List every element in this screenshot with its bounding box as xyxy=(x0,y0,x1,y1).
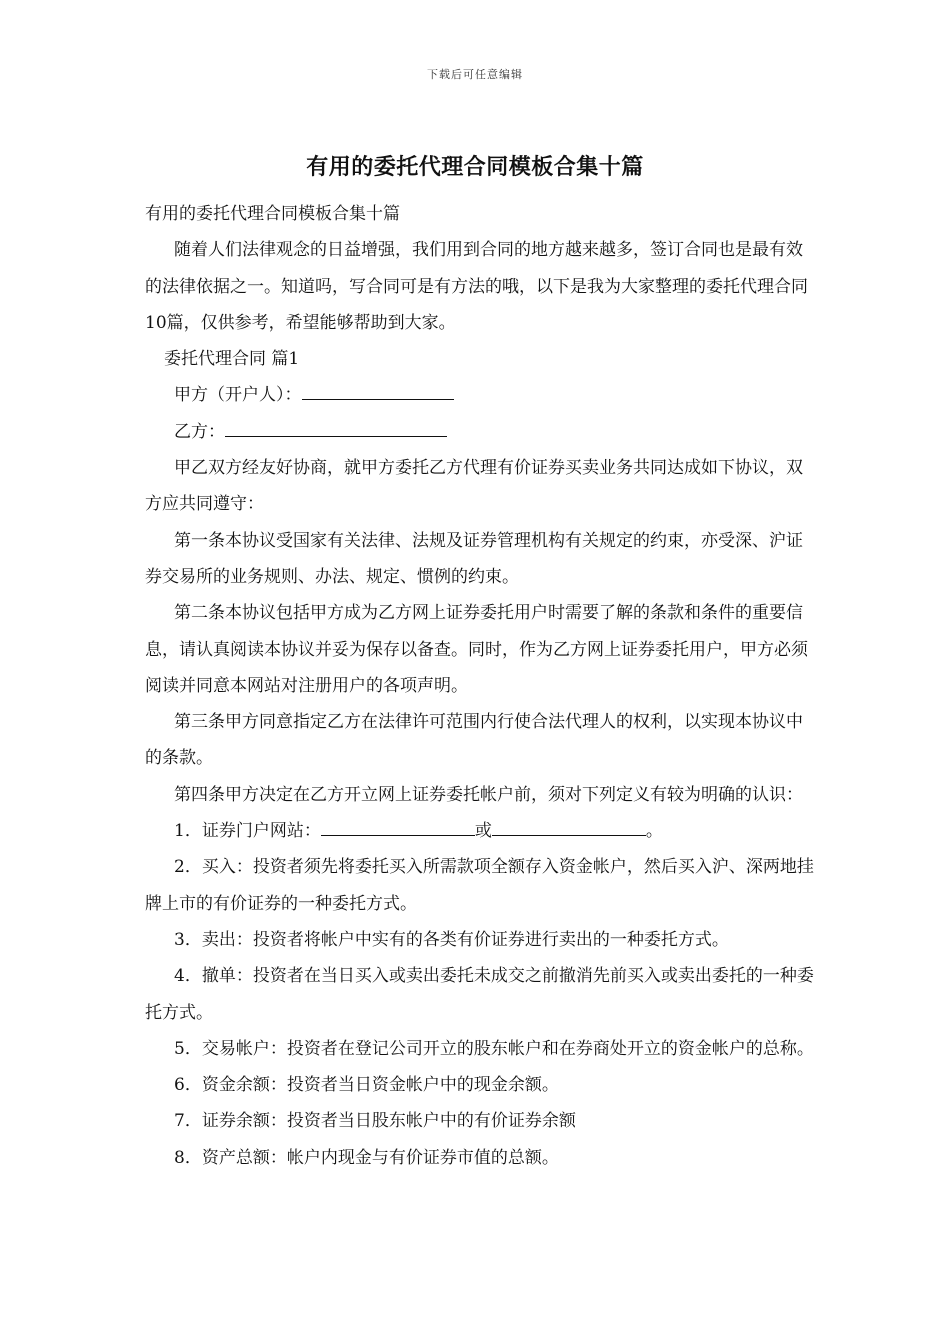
definition-6: 6．资金余额：投资者当日资金帐户中的现金余额。 xyxy=(174,1075,559,1096)
article-3: 第三条甲方同意指定乙方在法律许可范围内行使合法代理人的权利，以实现本协议中的条款。 xyxy=(145,712,803,769)
document-body xyxy=(145,196,815,1176)
party-a-line xyxy=(145,377,815,413)
party-b-blank xyxy=(225,414,447,437)
party-a-blank xyxy=(302,377,454,400)
definition-7: 7．证券余额：投资者当日股东帐户中的有价证券余额 xyxy=(174,1111,576,1132)
definition-1-prefix: 1．证券门户网站： xyxy=(174,821,321,842)
document-title: 有用的委托代理合同模板合集十篇 xyxy=(306,154,644,180)
section-heading: 委托代理合同 篇1 xyxy=(164,349,300,370)
header-note: 下载后可任意编辑 xyxy=(427,68,523,81)
article-1: 第一条本协议受国家有关法律、法规及证券管理机构有关规定的约束，亦受深、沪证券交易所的业务规则、办法、规定、惯例的约束。 xyxy=(145,530,803,587)
article-2: 第二条本协议包括甲方成为乙方网上证券委托用户时需要了解的条款和条件的重要信息，请认真阅读本协议并妥为保存以备查。同时，作为乙方网上证券委托用户，甲方必须阅读并同意本网站对注册用户的各项声明。 xyxy=(145,603,808,696)
definition-2: 2．买入：投资者须先将委托买入所需款项全额存入资金帐户，然后买入沪、深两地挂牌上市的有价证券的一种委托方式。 xyxy=(145,857,814,914)
definition-3: 3．卖出：投资者将帐户中实有的各类有价证券进行卖出的一种委托方式。 xyxy=(174,929,729,950)
intro-paragraph: 随着人们法律观念的日益增强，我们用到合同的地方越来越多，签订合同也是最有效的法律依据之一。知道吗，写合同可是有方法的哦，以下是我为大家整理的委托代理合同10篇，仅供参考，希望能够帮助到大家。 xyxy=(145,240,808,333)
article-4: 第四条甲方决定在乙方开立网上证券委托帐户前，须对下列定义有较为明确的认识： xyxy=(174,784,803,805)
party-b-label: 乙方： xyxy=(174,421,225,442)
definition-5: 5．交易帐户：投资者在登记公司开立的股东帐户和在券商处开立的资金帐户的总称。 xyxy=(174,1038,814,1059)
subtitle-line: 有用的委托代理合同模板合集十篇 xyxy=(145,204,400,224)
portal-blank-2 xyxy=(492,813,646,836)
definition-8: 8．资产总额：帐户内现金与有价证券市值的总额。 xyxy=(174,1147,559,1168)
definition-1 xyxy=(145,813,815,849)
definition-1-or: 或 xyxy=(474,821,492,842)
definition-4: 4．撤单：投资者在当日买入或卖出委托未成交之前撤消先前买入或卖出委托的一种委托方式。 xyxy=(145,966,814,1023)
definition-1-end: 。 xyxy=(645,821,663,842)
agreement-intro: 甲乙双方经友好协商，就甲方委托乙方代理有价证券买卖业务共同达成如下协议，双方应共同遵守： xyxy=(145,458,803,515)
portal-blank-1 xyxy=(321,813,475,836)
party-a-label: 甲方（开户人）： xyxy=(174,385,302,406)
party-b-line xyxy=(145,414,815,450)
